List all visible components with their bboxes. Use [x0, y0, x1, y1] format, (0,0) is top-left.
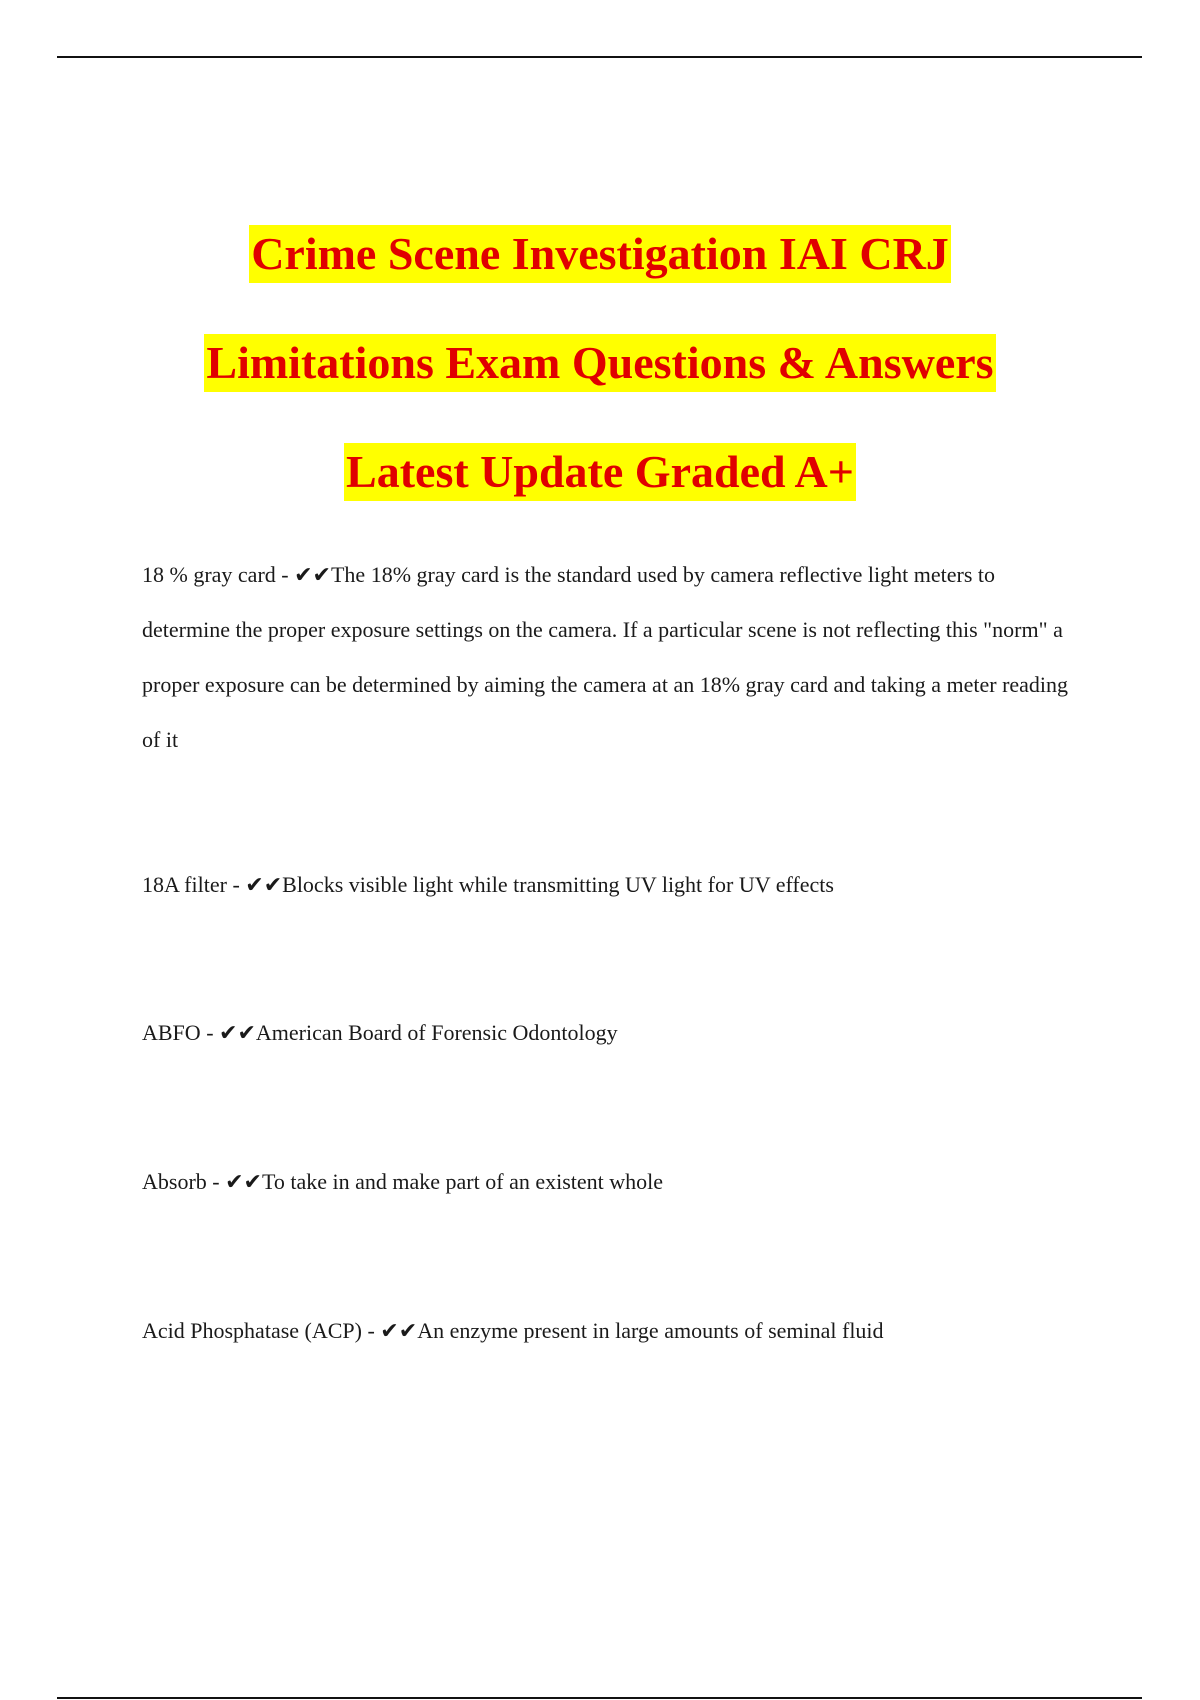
- title-line-3: Latest Update Graded A+: [344, 443, 856, 501]
- header-rule: [57, 56, 1142, 58]
- entry-definition: American Board of Forensic Odontology: [255, 1020, 618, 1045]
- entry-term: ABFO: [142, 1020, 201, 1045]
- check-mark-separator: - ✔✔: [275, 562, 331, 587]
- document-title: [0, 210, 1200, 537]
- entry-definition: Blocks visible light while transmitting UV light for UV effects: [282, 872, 834, 897]
- entry-absorb: [142, 1154, 1072, 1209]
- check-mark-separator: - ✔✔: [361, 1318, 418, 1343]
- entry-18a-filter: [142, 857, 1072, 912]
- entry-acid-phosphatase: [142, 1303, 1072, 1358]
- entry-term: 18A filter: [142, 872, 227, 897]
- entry-term: Acid Phosphatase (ACP): [142, 1318, 362, 1343]
- entry-definition: An enzyme present in large amounts of seminal fluid: [417, 1318, 884, 1343]
- entry-term: 18 % gray card: [142, 562, 276, 587]
- entry-abfo: [142, 1005, 1072, 1060]
- entry-definition: The 18% gray card is the standard used by camera reflective light meters to determine the proper exposure settings on the camera. If a particular scene is not reflecting this "norm" a proper exposure can be determined by aiming the camera at an 18% gray card and taking a meter reading of it: [142, 562, 1069, 752]
- check-mark-separator: - ✔✔: [226, 872, 283, 897]
- footer-rule: [57, 1697, 1142, 1699]
- title-line-1: Crime Scene Investigation IAI CRJ: [249, 225, 951, 283]
- entry-18-percent-gray-card: [142, 547, 1072, 767]
- entry-term: Absorb: [142, 1169, 207, 1194]
- entry-definition: To take in and make part of an existent whole: [261, 1169, 664, 1194]
- title-line-2: Limitations Exam Questions & Answers: [204, 334, 995, 392]
- check-mark-separator: - ✔✔: [206, 1169, 262, 1194]
- check-mark-separator: - ✔✔: [200, 1020, 256, 1045]
